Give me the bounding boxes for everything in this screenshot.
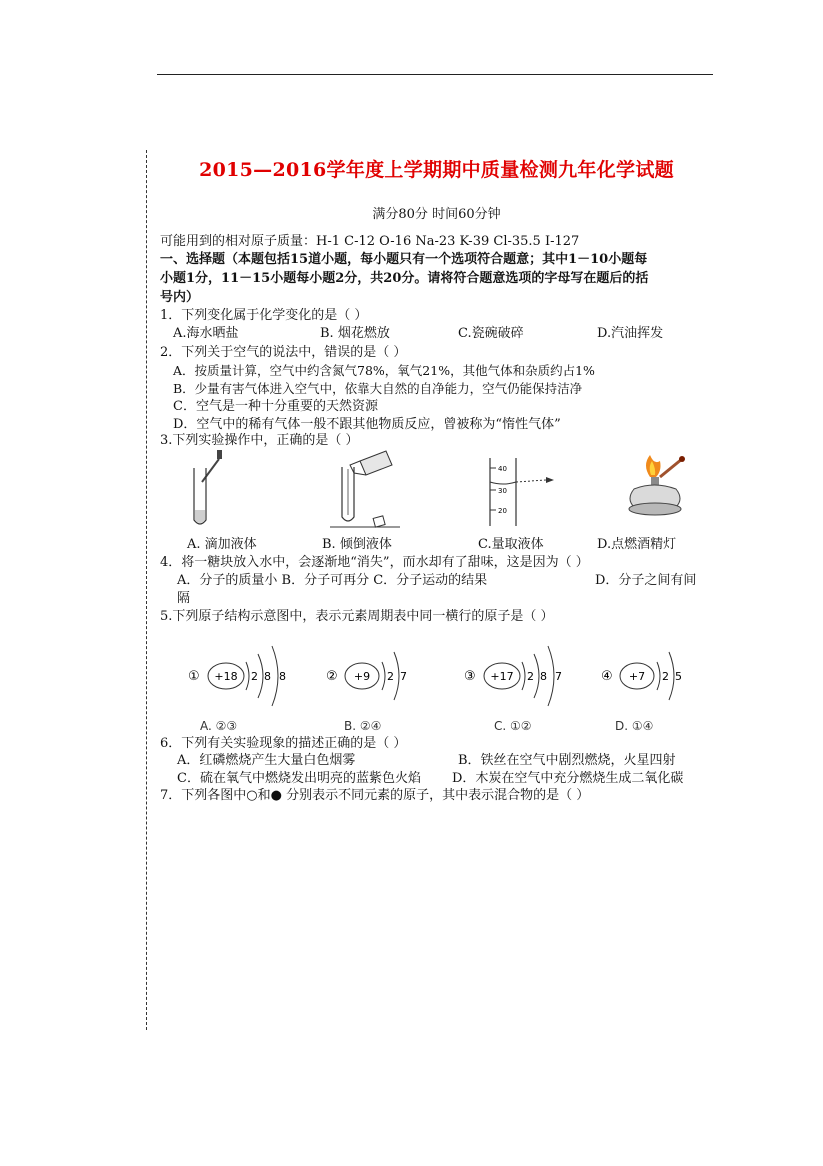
q1-option-b: B. 烟花燃放 <box>320 326 390 341</box>
atom-diagram-3 <box>464 640 574 710</box>
electron-shell <box>534 654 539 698</box>
q2-stem: 2．下列关于空气的说法中，错误的是（ ） <box>160 345 407 360</box>
header-rule <box>157 74 713 75</box>
dropper-test-tube-figure <box>180 450 240 530</box>
shell-electrons: 2 <box>251 670 258 683</box>
q5-option-c: C. ①② <box>494 719 532 733</box>
shell-electrons: 2 <box>662 670 669 683</box>
atom-diagram-1 <box>188 640 298 710</box>
shell-electrons: 2 <box>387 670 394 683</box>
q5-option-b: B. ②④ <box>344 719 382 733</box>
q3-option-b: B. 倾倒液体 <box>322 537 392 552</box>
q2-option-b: B．少量有害气体进入空气中，依靠大自然的自净能力，空气仍能保持洁净 <box>173 381 583 396</box>
electron-shell <box>258 654 263 698</box>
q4-option-d: D．分子之间有间 <box>595 573 697 588</box>
q3-option-c: C.量取液体 <box>478 537 544 552</box>
atom-diagram-2 <box>326 640 426 710</box>
cylinder-tick-label: 40 <box>498 465 507 473</box>
exam-meta: 满分80分 时间60分钟 <box>372 207 501 222</box>
q7-stem: 7．下列各图中○和● 分别表示不同元素的原子，其中表示混合物的是（ ） <box>160 788 590 803</box>
q4-option-d-continued: 隔 <box>177 591 191 606</box>
q6-option-b: B．铁丝在空气中剧烈燃烧，火星四射 <box>458 753 676 768</box>
electron-shell <box>522 662 525 690</box>
q1-option-a: A.海水晒盐 <box>173 326 239 341</box>
atom-number: ② <box>326 669 338 684</box>
eye-icon <box>546 477 554 483</box>
electron-shell <box>394 652 399 700</box>
q5-option-a: A. ②③ <box>200 719 238 733</box>
q5-option-d: D. ①④ <box>615 719 654 733</box>
dropper-tip <box>202 459 219 482</box>
q3-option-d: D.点燃酒精灯 <box>597 537 677 552</box>
electron-shell <box>657 662 660 690</box>
cylinder-tick-label: 30 <box>498 487 507 495</box>
shell-electrons: 8 <box>279 670 286 683</box>
q1-option-c: C.瓷碗破碎 <box>458 326 524 341</box>
tube-liquid <box>195 510 205 523</box>
q4-options-abc: A．分子的质量小 B．分子可再分 C．分子运动的结果 <box>177 573 488 588</box>
match-stick <box>660 459 682 477</box>
q2-option-d: D．空气中的稀有气体一般不跟其他物质反应，曾被称为“惰性气体” <box>173 417 561 432</box>
dropper-bulb <box>217 450 222 459</box>
section-instructions-1: 一、选择题（本题包括15道小题，每小题只有一个选项符合题意；其中1－10小题每 <box>160 252 648 267</box>
q4-stem: 4．将一糖块放入水中，会逐渐地“消失”，而水却有了甜味，这是因为（ ） <box>160 555 589 570</box>
electron-shell <box>548 646 554 706</box>
atom-number: ③ <box>464 669 476 684</box>
q6-stem: 6．下列有关实验现象的描述正确的是（ ） <box>160 736 407 751</box>
section-instructions-3: 号内） <box>160 290 200 305</box>
cylinder-tick-label: 20 <box>498 507 507 515</box>
meniscus <box>490 482 516 484</box>
shell-electrons: 2 <box>527 670 534 683</box>
atom-number: ① <box>188 669 200 684</box>
nucleus-charge: +18 <box>214 670 238 683</box>
graduated-cylinder-figure <box>470 458 570 528</box>
shell-electrons: 7 <box>555 670 562 683</box>
q2-option-a: A．按质量计算，空气中约含氮气78%，氧气21%，其他气体和杂质约占1% <box>173 363 595 378</box>
reagent-bottle <box>360 451 392 475</box>
nucleus-charge: +17 <box>490 670 514 683</box>
electron-shell <box>669 652 674 700</box>
nucleus-charge: +9 <box>353 670 371 683</box>
alcohol-lamp-figure <box>620 455 690 530</box>
shell-electrons: 7 <box>400 670 407 683</box>
shell-electrons: 5 <box>675 670 682 683</box>
shell-electrons: 8 <box>540 670 547 683</box>
q3-stem: 3.下列实验操作中，正确的是（ ） <box>160 433 359 448</box>
electron-shell <box>246 662 249 690</box>
q3-option-a: A. 滴加液体 <box>187 537 257 552</box>
pouring-liquid-figure <box>330 447 410 532</box>
section-instructions-2: 小题1分，11－15小题每小题2分，共20分。请将符合题意选项的字母写在题后的括 <box>160 271 649 286</box>
binding-dashed-line <box>146 150 147 1030</box>
atomic-masses: 可能用到的相对原子质量：H-1 C-12 O-16 Na-23 K-39 Cl-35.5 I-127 <box>160 234 580 249</box>
q6-option-a: A．红磷燃烧产生大量白色烟雾 <box>177 753 356 768</box>
electron-shell <box>382 662 385 690</box>
q6-option-c: C．硫在氧气中燃烧发出明亮的蓝紫色火焰 <box>177 771 421 786</box>
q2-option-c: C．空气是一种十分重要的天然资源 <box>173 399 378 414</box>
atom-number: ④ <box>601 669 613 684</box>
q1-option-d: D.汽油挥发 <box>597 326 664 341</box>
sight-line <box>516 480 546 482</box>
q5-stem: 5.下列原子结构示意图中，表示元素周期表中同一横行的原子是（ ） <box>160 609 554 624</box>
shell-electrons: 8 <box>264 670 271 683</box>
atom-diagram-4 <box>601 640 701 710</box>
bottle-stopper <box>373 516 385 527</box>
q1-stem: 1．下列变化属于化学变化的是（ ） <box>160 308 368 323</box>
exam-title: 2015—2016学年度上学期期中质量检测九年化学试题 <box>199 159 674 181</box>
electron-shell <box>272 646 278 706</box>
q6-option-d: D．木炭在空气中充分燃烧生成二氧化碳 <box>452 771 684 786</box>
nucleus-charge: +7 <box>628 670 646 683</box>
